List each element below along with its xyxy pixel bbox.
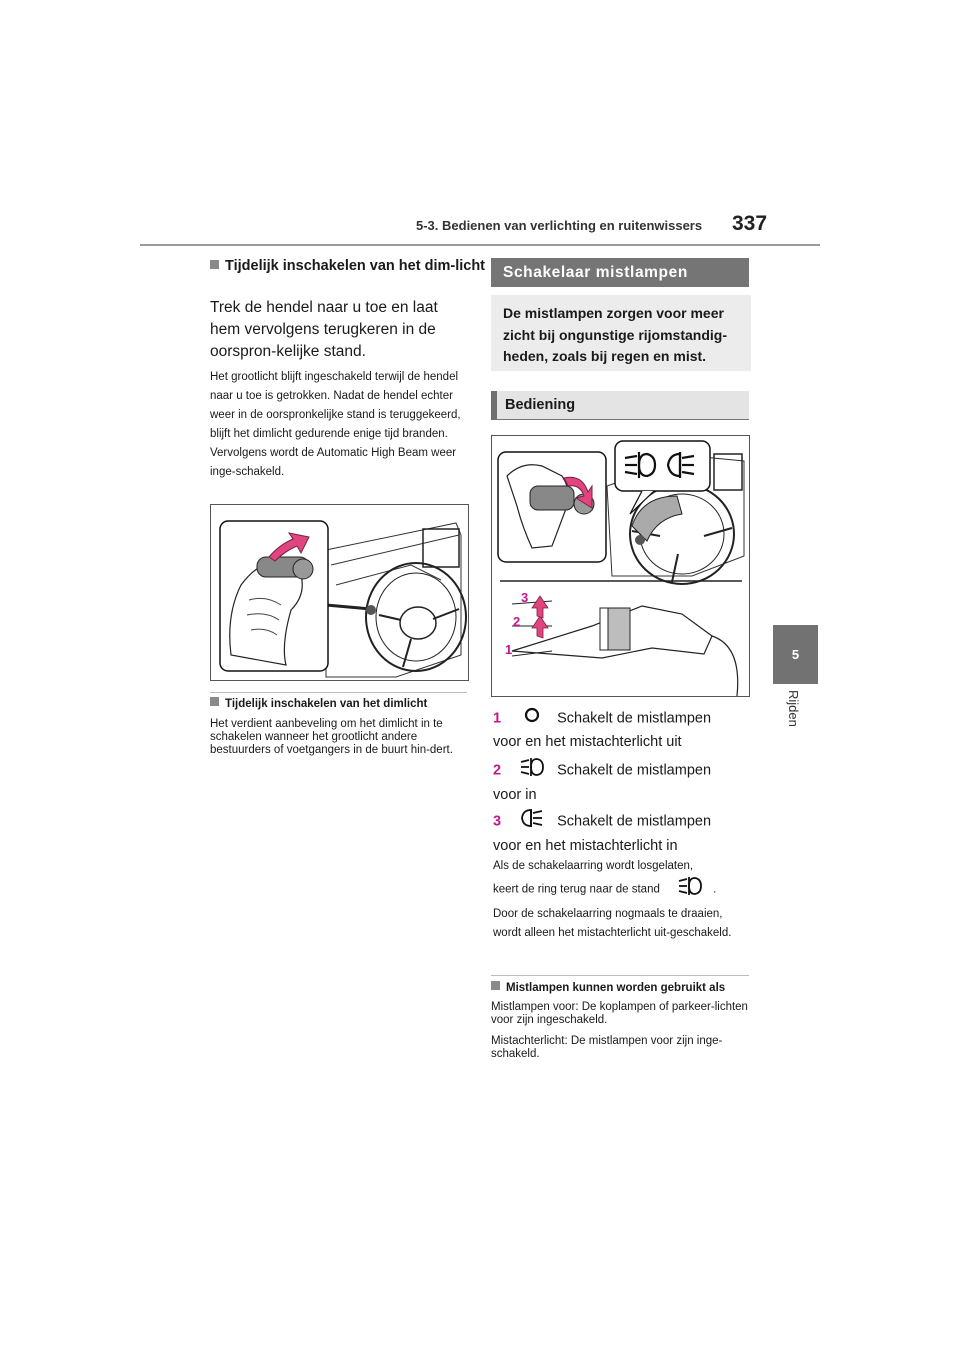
note-divider-left: [210, 692, 467, 693]
left-detail: Het grootlicht blijft ingeschakeld terwijl de hendel naar u toe is getrokken. Nadat de hendel echter weer in de oorspronkelijke stand is teruggekeerd, blijft het dimlicht gedurende enige tijd branden. Vervolgens wordt de Automatic High Beam weer inge-schakeld.: [210, 371, 461, 478]
note-divider-right: [491, 975, 749, 976]
section-title: 5-3. Bedienen van verlichting en ruitenwissers: [416, 218, 703, 233]
right-note-2: Mistachterlicht: De mistlampen voor zijn inge-schakeld.: [491, 1035, 723, 1060]
steering-lever-figure: [210, 504, 469, 681]
release-text: Als de schakelaarring wordt losgelaten, keert de ring terug naar de stand .: [493, 857, 751, 903]
section-banner: Schakelaar mistlampen: [491, 258, 749, 287]
page-number: 337: [732, 212, 768, 235]
bullet-square-icon: [491, 981, 500, 990]
figure-label-3: 3: [521, 590, 529, 605]
right-note-heading: Mistlampen kunnen worden gebruikt als: [491, 981, 751, 994]
front-fog-icon: [519, 757, 545, 784]
left-intro: Trek de hendel naar u toe en laat hem vervolgens terugkeren in de oorspron-kelijke stand.: [210, 299, 438, 360]
fog-switch-illustration: [492, 436, 749, 696]
off-circle-icon: [519, 706, 545, 731]
info-box: De mistlampen zorgen voor meer zicht bij ongunstige rijomstandig-heden, zoals bij regen en mist.: [491, 295, 751, 371]
figure-label-2: 2: [513, 614, 521, 629]
repeat-text: Door de schakelaarring nogmaals te draaien, wordt alleen het mistachterlicht uit-geschakeld.: [493, 908, 732, 939]
lever-pull-illustration: [211, 505, 468, 680]
bullet-square-icon: [210, 260, 219, 269]
section-heading-bar: Bediening: [491, 391, 749, 420]
header-divider: [140, 244, 820, 246]
front-fog-icon: [677, 876, 703, 903]
rear-fog-icon: [519, 808, 545, 835]
chapter-label: Rijden: [786, 690, 801, 727]
figure-label-1: 1: [505, 642, 513, 657]
list-item: 2 Schakelt de mistlampen voor in: [493, 757, 749, 806]
left-heading: Tijdelijk inschakelen van het dim-licht: [210, 255, 485, 277]
fog-switch-figure: [491, 435, 750, 697]
right-note-1: Mistlampen voor: De koplampen of parkeer-lichten voor zijn ingeschakeld.: [491, 1001, 748, 1026]
left-note-heading: Tijdelijk inschakelen van het dimlicht: [210, 697, 470, 710]
chapter-tab: 5: [773, 625, 818, 684]
list-item: 3 Schakelt de mistlampen voor en het mistachterlicht in: [493, 808, 749, 857]
left-note-text: Het verdient aanbeveling om het dimlicht in te schakelen wanneer het grootlicht andere bestuurders of voetgangers in de buurt hin-dert.: [210, 718, 453, 756]
list-item: 1 Schakelt de mistlampen voor en het mistachterlicht uit: [493, 706, 749, 753]
bullet-square-icon: [210, 697, 219, 706]
